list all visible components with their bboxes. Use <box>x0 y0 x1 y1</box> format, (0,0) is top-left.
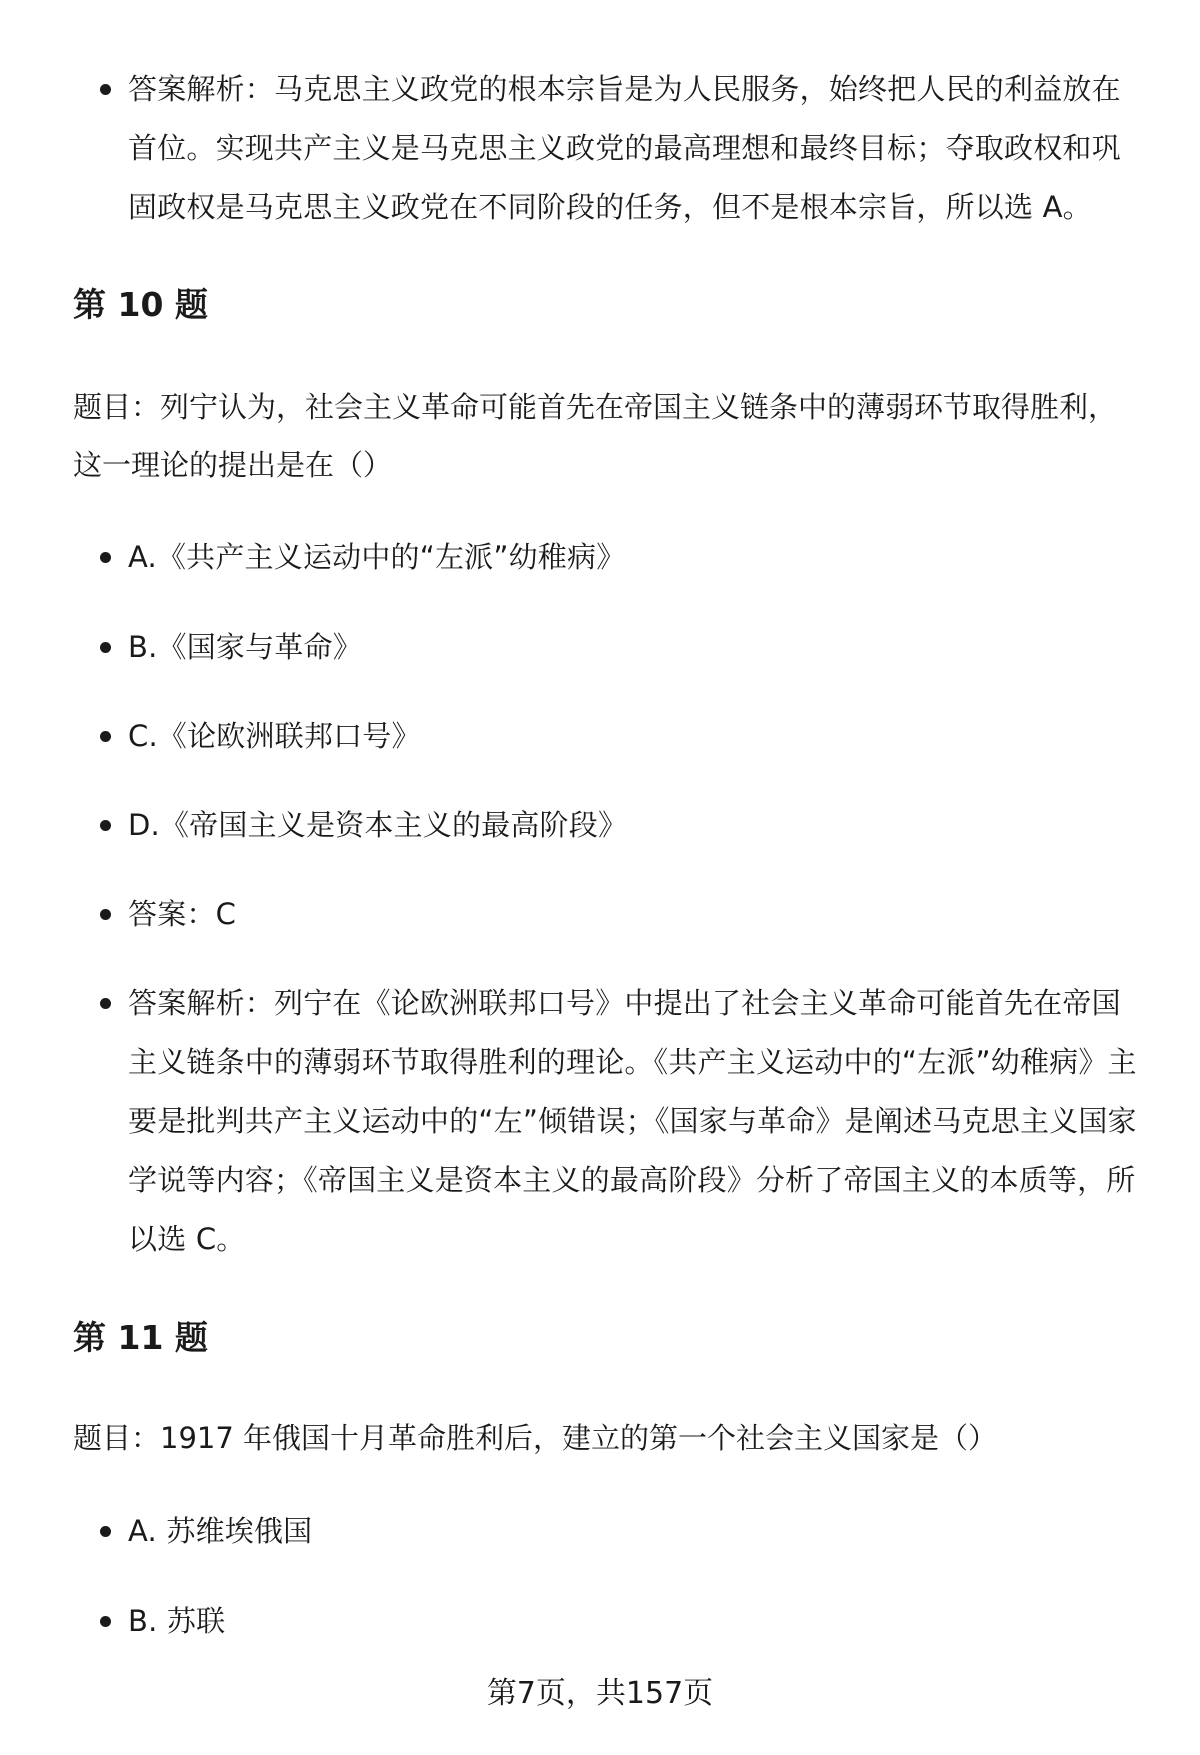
option-b-text: B. 苏联 <box>128 1604 226 1638</box>
question-text-q11: 题目：1917 年俄国十月革命胜利后，建立的第一个社会主义国家是（） <box>73 1421 998 1455</box>
option-c-text: C.《论欧洲联邦口号》 <box>128 719 421 753</box>
question-text-q10: 题目：列宁认为，社会主义革命可能首先在帝国主义链条中的薄弱环节取得胜利，这一理论的提出是在（） <box>73 390 1118 482</box>
bullet-dot <box>100 642 111 653</box>
answer-text: 答案：C <box>128 897 237 931</box>
option-b-text: B.《国家与革命》 <box>128 630 362 664</box>
page-number: 第7页，共157页 <box>486 1676 714 1711</box>
answer-analysis-q9: 答案解析：马克思主义政党的根本宗旨是为人民服务，始终把人民的利益放在首位。实现共产主义是马克思主义政党的最高理想和最终目标；夺取政权和巩固政权是马克思主义政党在不同阶段的任务，但不是根本宗旨，所以选 A。 <box>128 72 1121 224</box>
bullet-dot <box>100 909 111 920</box>
answer-analysis-q10: 答案解析：列宁在《论欧洲联邦口号》中提出了社会主义革命可能首先在帝国主义链条中的薄弱环节取得胜利的理论。《共产主义运动中的“左派”幼稚病》主要是批判共产主义运动中的“左”倾错误；《国家与革命》是阐述马克思主义国家学说等内容；《帝国主义是资本主义的最高阶段》分析了帝国主义的本质等，所以选 C。 <box>128 986 1137 1256</box>
option-a-text: A. 苏维埃俄国 <box>128 1514 313 1548</box>
question-heading-q11: 第 11 题 <box>73 1318 208 1357</box>
bullet-dot <box>100 998 111 1009</box>
question-heading-q10: 第 10 题 <box>73 285 208 324</box>
bullet-dot <box>100 820 111 831</box>
bullet-dot <box>100 731 111 742</box>
option-d-text: D.《帝国主义是资本主义的最高阶段》 <box>128 808 628 842</box>
option-a-text: A.《共产主义运动中的“左派”幼稚病》 <box>128 540 626 574</box>
bullet-dot <box>100 84 111 95</box>
bullet-dot <box>100 552 111 563</box>
bullet-dot <box>100 1526 111 1537</box>
bullet-dot <box>100 1616 111 1627</box>
